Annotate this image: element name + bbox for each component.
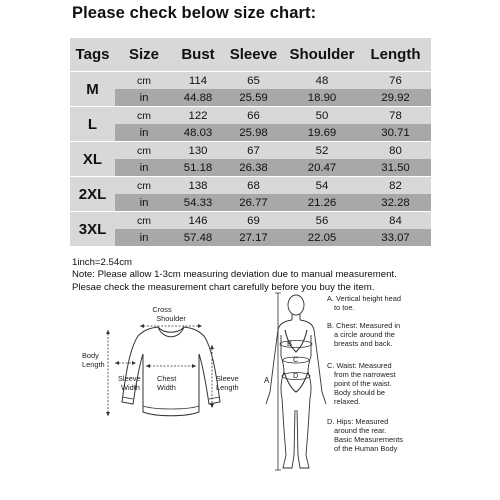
body-length-label-1: Body xyxy=(82,351,99,360)
header-tags: Tags xyxy=(70,38,115,72)
legend-b-1: B. Chest: Measured in xyxy=(327,321,401,330)
sleeve-length-label-2: Length xyxy=(216,383,239,392)
shoulder-cell: 21.26 xyxy=(284,194,360,212)
shoulder-cell: 22.05 xyxy=(284,229,360,246)
legend-c-1: C. Waist: Measured xyxy=(327,361,392,370)
unit-cell: cm xyxy=(115,177,173,195)
unit-cell: cm xyxy=(115,142,173,160)
header-length: Length xyxy=(360,38,431,72)
shoulder-cell: 19.69 xyxy=(284,124,360,142)
sleeve-cell: 65 xyxy=(223,72,284,90)
legend-d-1: D. Hips: Measured xyxy=(327,417,389,426)
header-bust: Bust xyxy=(173,38,223,72)
unit-cell: in xyxy=(115,159,173,177)
legend-c-4: Body should be xyxy=(334,388,385,397)
figure-legs xyxy=(282,398,310,468)
header-shoulder: Shoulder xyxy=(284,38,360,72)
sleeve-width-label-2: Width xyxy=(121,383,140,392)
header-sleeve: Sleeve xyxy=(223,38,284,72)
sleeve-cell: 25.98 xyxy=(223,124,284,142)
sleeve-cell: 69 xyxy=(223,212,284,230)
bust-cell: 57.48 xyxy=(173,229,223,246)
legend-c-2: from the narrowest xyxy=(334,370,396,379)
bust-cell: 54.33 xyxy=(173,194,223,212)
chest-width-label-1: Chest xyxy=(157,374,177,383)
figure-torso xyxy=(281,335,311,398)
size-tag: XL xyxy=(70,142,115,177)
sleeve-cell: 67 xyxy=(223,142,284,160)
unit-cell: in xyxy=(115,194,173,212)
legend-a-1: A. Vertical height head xyxy=(327,294,401,303)
body-length-label-2: Length xyxy=(82,360,105,369)
length-cell: 82 xyxy=(360,177,431,195)
shoulder-cell: 52 xyxy=(284,142,360,160)
sleeve-cell: 25.59 xyxy=(223,89,284,107)
legend-c-5: relaxed. xyxy=(334,397,361,406)
length-cell: 30.71 xyxy=(360,124,431,142)
cross-shoulder-label-1: Cross xyxy=(152,305,172,314)
unit-cell: cm xyxy=(115,212,173,230)
cross-shoulder-label-2: Shoulder xyxy=(156,314,186,323)
unit-cell: cm xyxy=(115,107,173,125)
shirt-diagram xyxy=(122,327,220,416)
shoulder-cell: 20.47 xyxy=(284,159,360,177)
shoulder-cell: 48 xyxy=(284,72,360,90)
chest-band xyxy=(280,341,312,348)
page-title: Please check below size chart: xyxy=(72,4,317,22)
length-cell: 32.28 xyxy=(360,194,431,212)
legend-b-3: breasts and back. xyxy=(334,339,393,348)
legend-d-2: around the rear. xyxy=(334,426,387,435)
bust-cell: 51.18 xyxy=(173,159,223,177)
bust-cell: 44.88 xyxy=(173,89,223,107)
length-cell: 78 xyxy=(360,107,431,125)
shoulder-cell: 18.90 xyxy=(284,89,360,107)
legend-b-2: a circle around the xyxy=(334,330,395,339)
legend-c-3: point of the waist. xyxy=(334,379,392,388)
shoulder-cell: 56 xyxy=(284,212,360,230)
shirt-outline xyxy=(122,327,220,416)
bust-cell: 114 xyxy=(173,72,223,90)
length-cell: 76 xyxy=(360,72,431,90)
length-cell: 84 xyxy=(360,212,431,230)
unit-cell: in xyxy=(115,124,173,142)
sleeve-cell: 66 xyxy=(223,107,284,125)
header-size: Size xyxy=(115,38,173,72)
body-measure-marks xyxy=(275,293,312,470)
bust-cell: 122 xyxy=(173,107,223,125)
length-cell: 31.50 xyxy=(360,159,431,177)
sleeve-cell: 26.77 xyxy=(223,194,284,212)
length-cell: 80 xyxy=(360,142,431,160)
check-note: Plesae check the measurement chart carefully before you buy the item. xyxy=(72,282,375,293)
marker-b: B xyxy=(287,339,292,348)
deviation-note: Note: Please allow 1-3cm measuring deviation due to manual measurement. xyxy=(72,269,397,280)
bust-cell: 138 xyxy=(173,177,223,195)
sleeve-cell: 27.17 xyxy=(223,229,284,246)
legend-a-2: to toe. xyxy=(334,303,355,312)
unit-cell: in xyxy=(115,229,173,246)
sleeve-length-label-1: Sleeve xyxy=(216,374,239,383)
marker-d: D xyxy=(293,371,299,380)
human-body-figure xyxy=(266,295,326,468)
size-tag: 3XL xyxy=(70,212,115,247)
bust-cell: 130 xyxy=(173,142,223,160)
size-tag: 2XL xyxy=(70,177,115,212)
body-legend xyxy=(327,294,403,453)
length-cell: 29.92 xyxy=(360,89,431,107)
sleeve-cell: 26.38 xyxy=(223,159,284,177)
bust-cell: 146 xyxy=(173,212,223,230)
bust-cell: 48.03 xyxy=(173,124,223,142)
size-tag: M xyxy=(70,72,115,107)
length-cell: 33.07 xyxy=(360,229,431,246)
unit-cell: in xyxy=(115,89,173,107)
chest-width-label-2: Width xyxy=(157,383,176,392)
legend-d-3: Basic Measurements xyxy=(334,435,404,444)
marker-a: A xyxy=(264,376,270,385)
conversion-note: 1inch=2.54cm xyxy=(72,257,132,268)
legend-d-4: of the Human Body xyxy=(334,444,398,453)
marker-c: C xyxy=(293,355,299,364)
figure-head xyxy=(288,295,304,315)
shoulder-cell: 50 xyxy=(284,107,360,125)
sleeve-width-label-1: Sleeve xyxy=(118,374,141,383)
shoulder-cell: 54 xyxy=(284,177,360,195)
size-tag: L xyxy=(70,107,115,142)
sleeve-cell: 68 xyxy=(223,177,284,195)
unit-cell: cm xyxy=(115,72,173,90)
